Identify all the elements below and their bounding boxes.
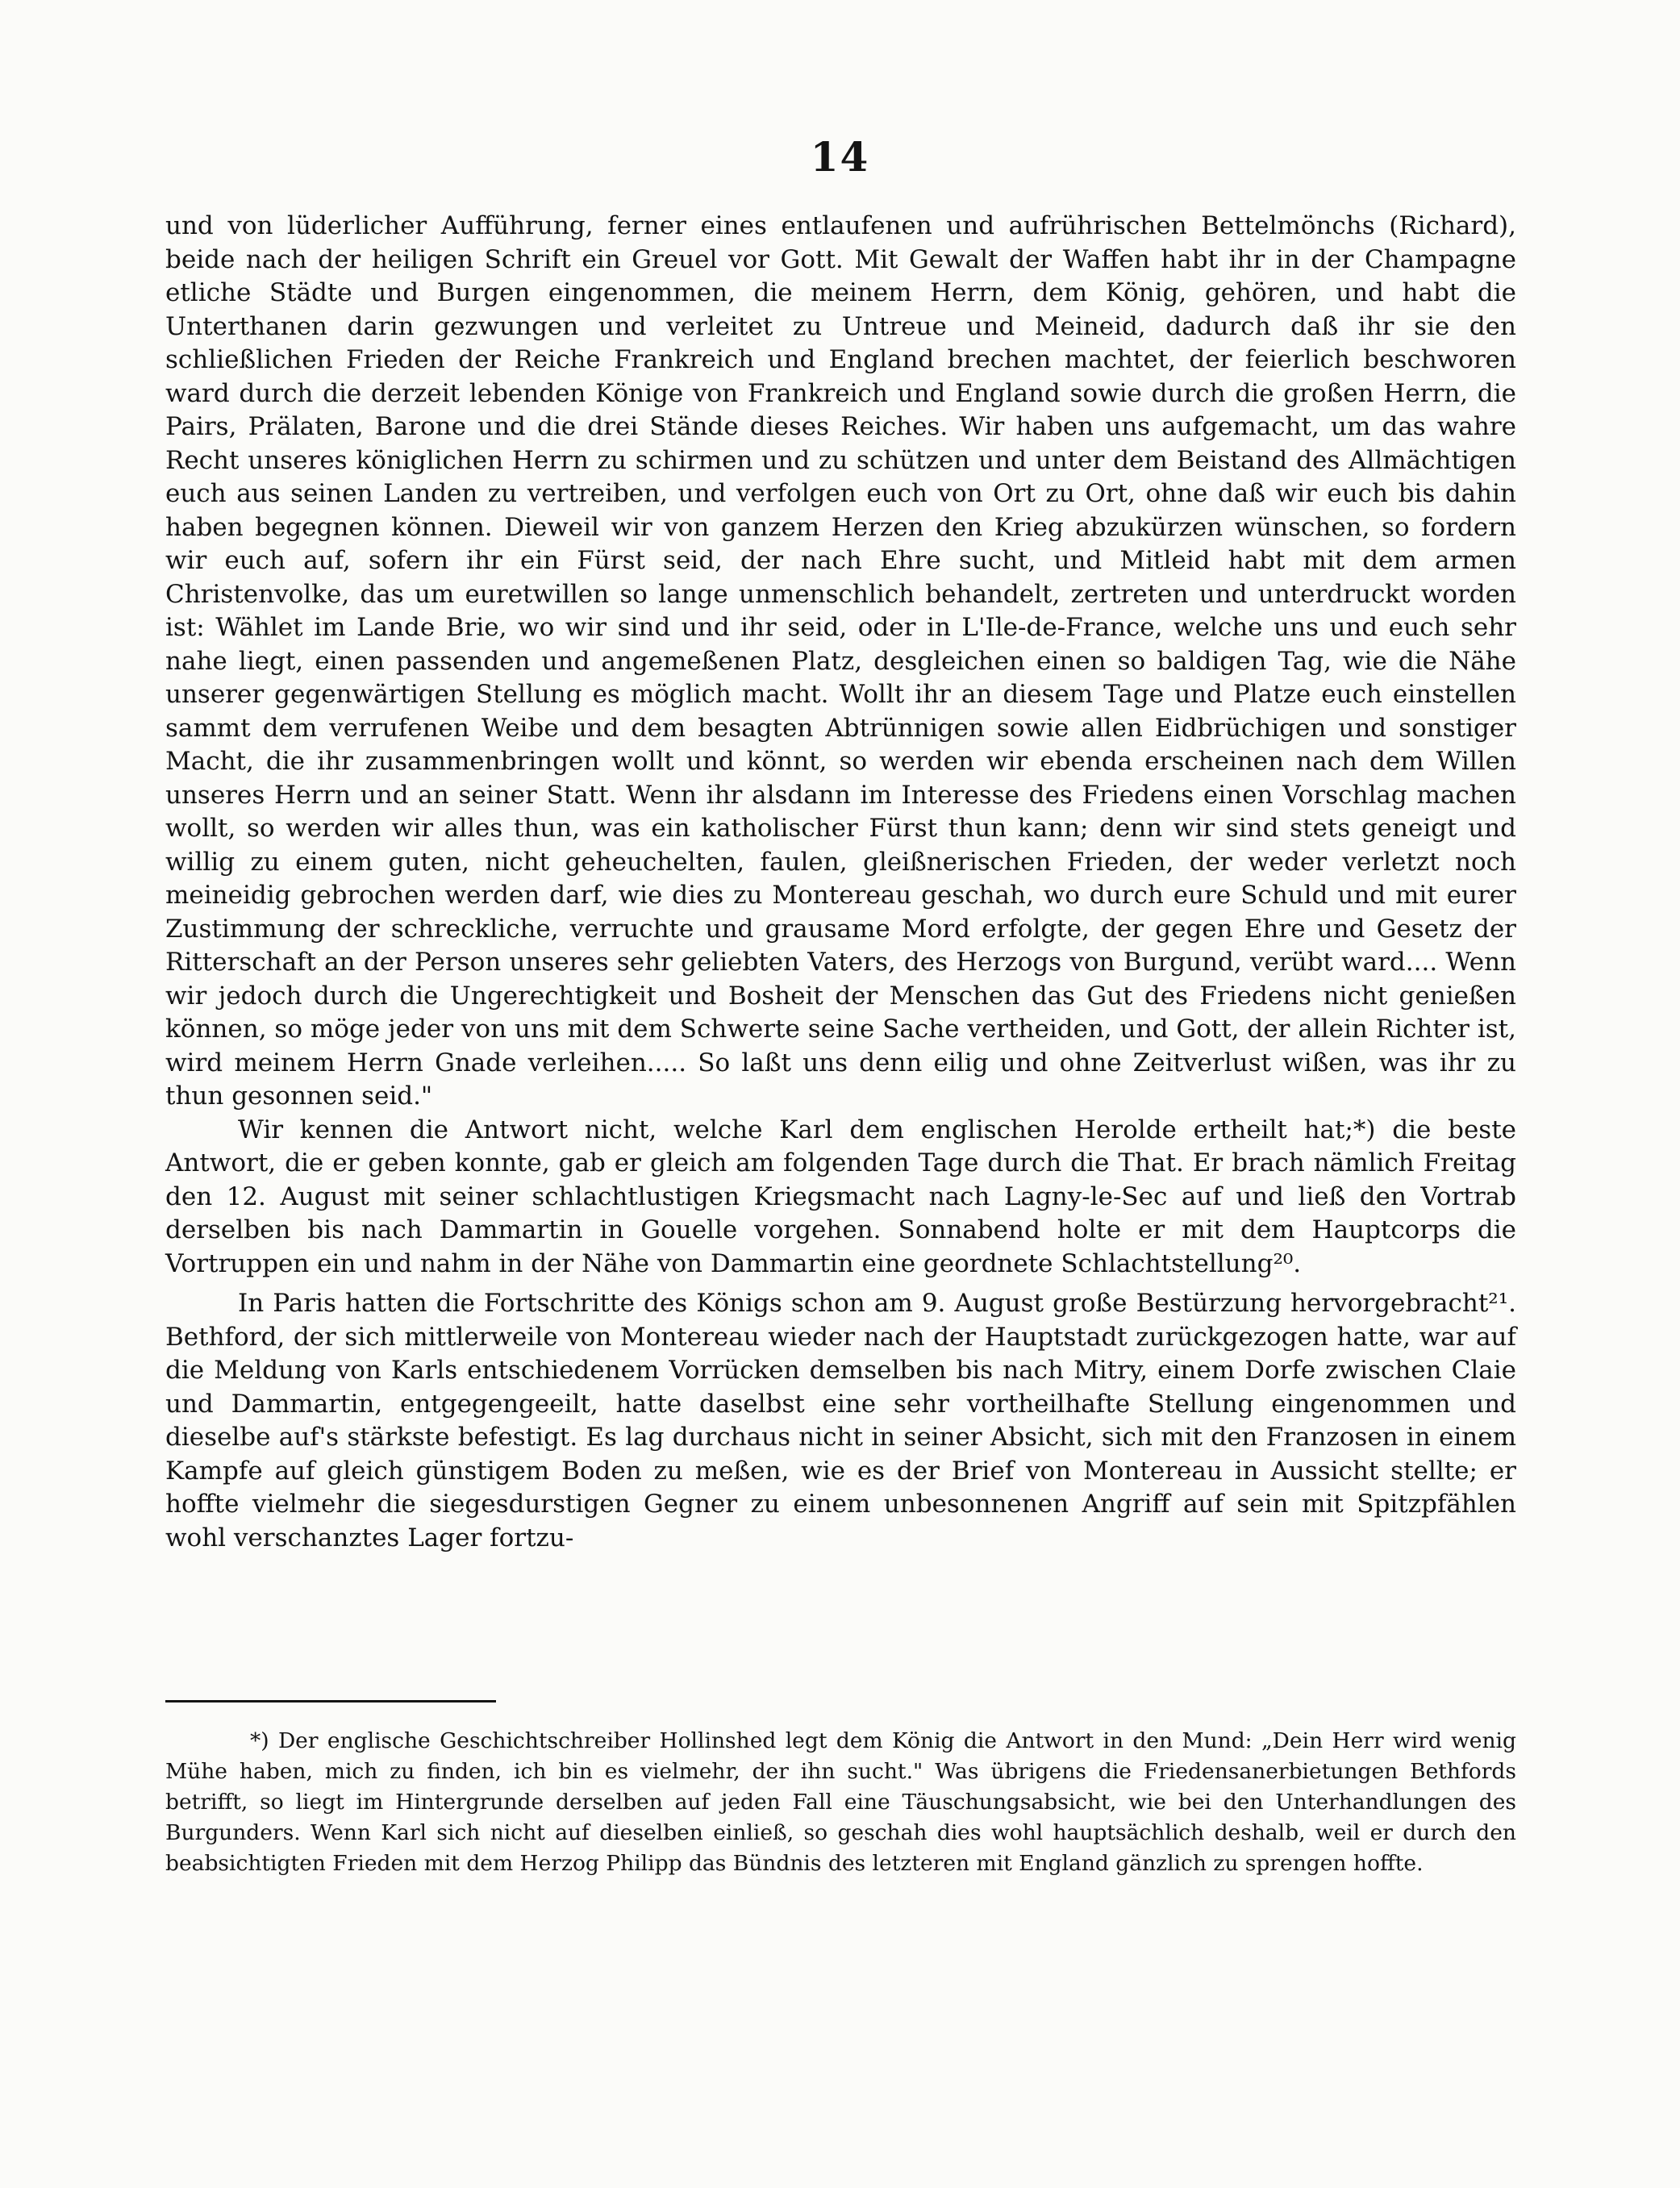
page-number: 14 xyxy=(810,133,870,181)
paragraph-paris: In Paris hatten die Fortschritte des Königs schon am 9. August große Bestürzung hervorgebracht²¹. Bethford, der sich mittlerweile von Montereau wieder nach der Hauptstadt zurückgezogen hatte, war auf die Meldung von Karls entschiedenem Vorrücken demselben bis nach Mitry, einem Dorfe zwischen Claie und Dammartin, entgegengeeilt, hatte daselbst eine sehr vortheilhafte Stellung eingenommen und dieselbe auf's stärkste befestigt. Es lag durchaus nicht in seiner Absicht, sich mit den Franzosen in einem Kampfe auf gleich günstigem Boden zu meßen, wie es der Brief von Montereau in Aussicht stellte; er hoffte vielmehr die siegesdurstigen Gegner zu einem unbesonnenen Angriff auf sein mit Spitzpfählen wohl verschanztes Lager fortzu- xyxy=(165,1289,1516,1552)
footnote-divider xyxy=(165,1700,496,1702)
paragraph-answer: Wir kennen die Antwort nicht, welche Karl dem englischen Herolde ertheilt hat;*) die beste Antwort, die er geben konnte, gab er gleich am folgenden Tage durch die That. Er brach nämlich Freitag den 12. August mit seiner schlachtlustigen Kriegsmacht nach Lagny-le-Sec auf und ließ den Vortrab derselben bis nach Dammartin in Gouelle vorgehen. Sonnabend holte er mit dem Hauptcorps die Vortruppen ein und nahm in der Nähe von Dammartin eine geordnete Schlachtstellung²⁰. xyxy=(165,1115,1516,1278)
main-text xyxy=(165,210,1516,1555)
footnote: *) Der englische Geschichtschreiber Hollinshed legt dem König die Antwort in den Mund: „Dein Herr wird wenig Mühe haben, mich zu finden, ich bin es vielmehr, der ihn sucht." Was übrigens die Friedensanerbietungen Bethfords betrifft, so liegt im Hintergrunde derselben auf jeden Fall eine Täuschungsabsicht, wie bei den Unterhandlungen des Burgunders. Wenn Karl sich nicht auf dieselben einließ, so geschah dies wohl hauptsächlich deshalb, weil er durch den beabsichtigten Frieden mit dem Herzog Philipp das Bündnis des letzteren mit England gänzlich zu sprengen hoffte. xyxy=(165,1728,1516,1876)
paragraph-letter-continuation: und von lüderlicher Aufführung, ferner eines entlaufenen und aufrührischen Bettelmönchs (Richard), beide nach der heiligen Schrift ein Greuel vor Gott. Mit Gewalt der Waffen habt ihr in der Champagne etliche Städte und Burgen eingenommen, die meinem Herrn, dem König, gehören, und habt die Unterthanen darin gezwungen und verleitet zu Untreue und Meineid, dadurch daß ihr sie den schließlichen Frieden der Reiche Frankreich und England brechen machtet, der feierlich beschworen ward durch die derzeit lebenden Könige von Frankreich und England sowie durch die großen Herrn, die Pairs, Prälaten, Barone und die drei Stände dieses Reiches. Wir haben uns aufgemacht, um das wahre Recht unseres königlichen Herrn zu schirmen und zu schützen und unter dem Beistand des Allmächtigen euch aus seinen Landen zu vertreiben, und verfolgen euch von Ort zu Ort, ohne daß wir euch bis dahin haben begegnen können. Dieweil wir von ganzem Herzen den Krieg abzukürzen wünschen, so fordern wir euch auf, sofern ihr ein Fürst seid, der nach Ehre sucht, und Mitleid habt mit dem armen Christenvolke, das um euretwillen so lange unmenschlich behandelt, zertreten und unterdruckt worden ist: Wählet im Lande Brie, wo wir sind und ihr seid, oder in L'Ile-de-France, welche uns und euch sehr nahe liegt, einen passenden und angemeßenen Platz, desgleichen einen so baldigen Tag, wie die Nähe unserer gegenwärtigen Stellung es möglich macht. Wollt ihr an diesem Tage und Platze euch einstellen sammt dem verrufenen Weibe und dem besagten Abtrünnigen sowie allen Eidbrüchigen und sonstiger Macht, die ihr zusammenbringen wollt und könnt, so werden wir ebenda erscheinen nach dem Willen unseres Herrn und an seiner Statt. Wenn ihr alsdann im Interesse des Friedens einen Vorschlag machen wollt, so werden wir alles thun, was ein katholischer Fürst thun kann; denn wir sind stets geneigt und willig zu einem guten, nicht geheuchelten, faulen, gleißnerischen Frieden, der weder verletzt noch meineidig gebrochen werden darf, wie dies zu Montereau geschah, wo durch eure Schuld und mit eurer Zustimmung der schreckliche, verruchte und grausame Mord erfolgte, der gegen Ehre und Gesetz der Ritterschaft an der Person unseres sehr geliebten Vaters, des Herzogs von Burgund, verübt ward.... Wenn wir jedoch durch die Ungerechtigkeit und Bosheit der Menschen das Gut des Friedens nicht genießen können, so möge jeder von uns mit dem Schwerte seine Sache vertheiden, und Gott, der allein Richter ist, wird meinem Herrn Gnade verleihen..... So laßt uns denn eilig und ohne Zeitverlust wißen, was ihr zu thun gesonnen seid." xyxy=(165,211,1516,1111)
